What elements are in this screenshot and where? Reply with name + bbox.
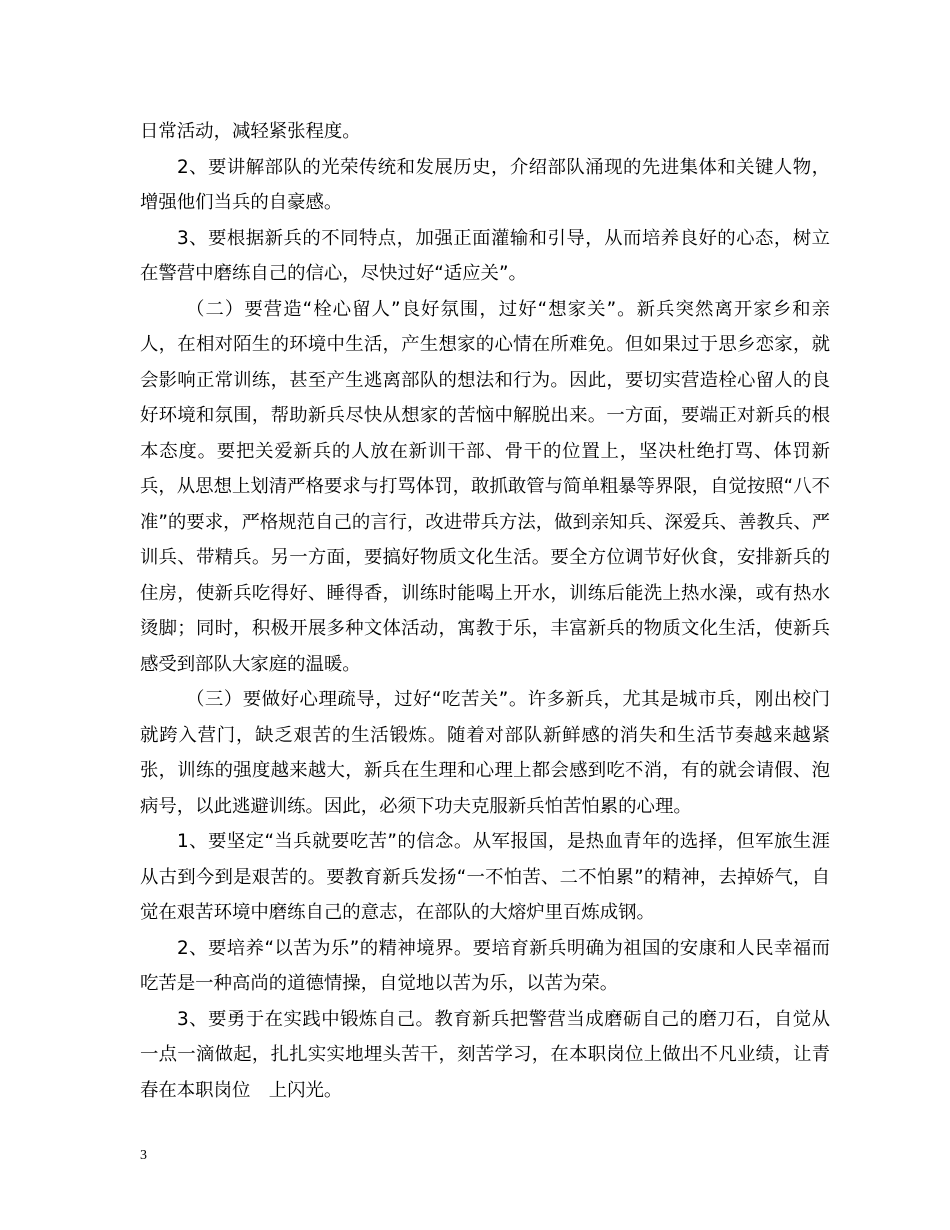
paragraph-section-3-point-3: 3、要勇于在实践中锻炼自己。教育新兵把警营当成磨砺自己的磨刀石，自觉从一点一滴做起，扎扎实实地埋头苦干，刻苦学习，在本职岗位上做出不凡业绩，让青春在本职岗位 上闪光。	[140, 1008, 830, 1101]
paragraph-section-3-point-1: 1、要坚定“当兵就要吃苦”的信念。从军报国，是热血青年的选择，但军旅生涯从古到今到是艰苦的。要教育新兵发扬“一不怕苦、二不怕累”的精神，去掉娇气，自觉在艰苦环境中磨练自己的意志，在部队的大熔炉里百炼成钢。	[140, 831, 830, 923]
paragraph-section-3-point-2: 2、要培养“以苦为乐”的精神境界。要培育新兵明确为祖国的安康和人民幸福而吃苦是一种高尚的道德情操，自觉地以苦为乐，以苦为荣。	[140, 937, 830, 994]
paragraph-continuation: 日常活动，减轻紧张程度。	[140, 121, 361, 142]
paragraph-section-2: （二）要营造“栓心留人”良好氛围，过好“想家关”。新兵突然离开家乡和亲人，在相对陌生的环境中生活，产生想家的心情在所难免。但如果过于思乡恋家，就会影响正常训练，甚至产生逃离部队的想法和行为。因此，要切实营造栓心留人的良好环境和氛围，帮助新兵尽快从想家的苦恼中解脱出来。一方面，要端正对新兵的根本态度。要把关爱新兵的人放在新训干部、骨干的位置上，坚决杜绝打骂、体罚新兵，从思想上划清严格要求与打骂体罚，敢抓敢管与简单粗暴等界限，自觉按照“八不准”的要求，严格规范自己的言行，改进带兵方法，做到亲知兵、深爱兵、善教兵、严训兵、带精兵。另一方面，要搞好物质文化生活。要全方位调节好伙食，安排新兵的住房，使新兵吃得好、睡得香，训练时能喝上开水，训练后能洗上热水澡，或有热水烫脚；同时，积极开展多种文体活动，寓教于乐，丰富新兵的物质文化生活，使新兵感受到部队大家庭的温暖。	[140, 298, 830, 675]
paragraph-point-3: 3、要根据新兵的不同特点，加强正面灌输和引导，从而培养良好的心态，树立在警营中磨练自己的信心，尽快过好“适应关”。	[140, 227, 830, 284]
page-number: 3	[140, 1148, 147, 1163]
paragraph-point-2: 2、要讲解部队的光荣传统和发展历史，介绍部队涌现的先进集体和关键人物，增强他们当兵的自豪感。	[140, 156, 830, 213]
paragraph-section-3: （三）要做好心理疏导，过好“吃苦关”。许多新兵，尤其是城市兵，刚出校门就跨入营门，缺乏艰苦的生活锻炼。随着对部队新鲜感的消失和生活节奏越来越紧张，训练的强度越来越大，新兵在生理和心理上都会感到吃不消，有的就会请假、泡病号，以此逃避训练。因此，必须下功夫克服新兵怕苦怕累的心理。	[140, 689, 830, 817]
document-body	[140, 114, 830, 1108]
